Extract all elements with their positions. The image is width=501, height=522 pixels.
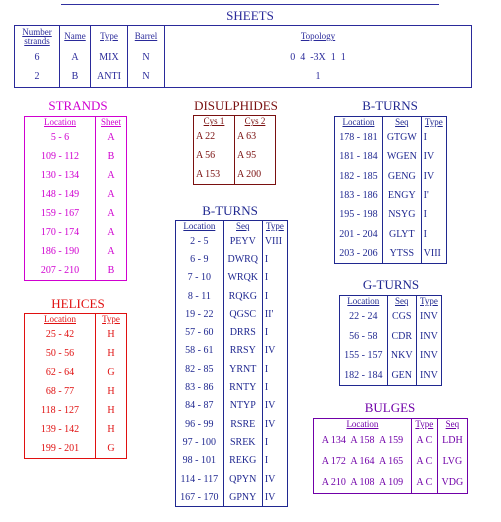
bturns-right-type: I xyxy=(423,228,428,240)
gturns-row xyxy=(340,366,442,386)
disulphides-row xyxy=(194,128,276,147)
helices-row xyxy=(25,326,127,345)
bturns-mid-header-seq: Seq xyxy=(223,221,262,233)
helices-location: 139 - 142 xyxy=(25,421,96,440)
strands-location: 148 - 149 xyxy=(25,186,96,205)
bturns-mid-seq: REKG xyxy=(223,452,262,470)
gturns-location: 182 - 184 xyxy=(340,366,388,386)
helices-location: 25 - 42 xyxy=(25,326,96,345)
bturns-right-location: 183 - 186 xyxy=(335,186,383,205)
disulphides-table xyxy=(193,115,276,185)
bturns-right-row xyxy=(335,225,447,244)
bulges-seq: LDH xyxy=(442,435,463,446)
bturns-right-location: 181 - 184 xyxy=(335,148,383,167)
strands-sheet: A xyxy=(107,246,115,257)
bturns-mid-location: 167 - 170 xyxy=(176,489,224,507)
sheets-cell: A xyxy=(60,48,91,68)
bturns-mid-type: I xyxy=(264,436,269,448)
gturns-row xyxy=(340,308,442,328)
bturns-right-type: IV xyxy=(423,170,435,182)
bturns-mid-location: 82 - 85 xyxy=(176,361,224,379)
bturns-right-seq: YTSS xyxy=(382,244,421,263)
gturns-seq: CGS xyxy=(387,308,416,328)
bturns-right-row xyxy=(335,186,447,205)
bturns-right-table xyxy=(334,116,447,264)
bturns-mid-seq: NTYP xyxy=(223,397,262,415)
bturns-mid-type: IV xyxy=(264,473,276,485)
bturns-mid-seq: RNTY xyxy=(223,379,262,397)
bulges-row xyxy=(314,473,468,494)
bturns-mid-row xyxy=(176,269,288,287)
gturns-seq: GEN xyxy=(387,366,416,386)
strands-row xyxy=(25,186,127,205)
helices-row xyxy=(25,440,127,459)
bulges-type: A C xyxy=(411,431,437,452)
bturns-mid-seq: YRNT xyxy=(223,361,262,379)
bturns-right-seq: GLYT xyxy=(382,225,421,244)
gturns-location: 155 - 157 xyxy=(340,347,388,367)
sheets-cell: 1 xyxy=(315,71,321,83)
helices-header-type: Type xyxy=(102,314,120,325)
bturns-mid-seq: SREK xyxy=(223,434,262,452)
helices-row xyxy=(25,383,127,402)
strands-location: 109 - 112 xyxy=(25,148,96,167)
sheets-cell: MIX xyxy=(91,48,128,68)
bturns-right-row xyxy=(335,129,447,148)
bulges-header-seq: Seq xyxy=(445,419,460,430)
bulges-location: A 210 A 108 A 109 xyxy=(314,473,412,494)
strands-row xyxy=(25,224,127,243)
bturns-mid-row xyxy=(176,489,288,507)
bturns-mid-location: 58 - 61 xyxy=(176,342,224,360)
strands-title: STRANDS xyxy=(48,98,108,113)
sheets-header-type: Type xyxy=(91,26,128,48)
bturns-mid-location: 7 - 10 xyxy=(176,269,224,287)
bturns-right-seq: NSYG xyxy=(382,206,421,225)
disulphides-title: DISULPHIDES xyxy=(194,98,278,113)
bulges-title: BULGES xyxy=(364,400,416,415)
bturns-right-row xyxy=(335,206,447,225)
bturns-right-title: B-TURNS xyxy=(362,98,418,113)
strands-row xyxy=(25,167,127,186)
strands-sheet: A xyxy=(107,170,115,181)
bturns-right-row xyxy=(335,148,447,167)
bulges-row xyxy=(314,452,468,473)
bturns-mid-header-location: Location xyxy=(176,221,224,233)
bturns-right-type: I xyxy=(423,209,428,221)
bturns-right-seq: GTGW xyxy=(382,129,421,148)
strands-location: 207 - 210 xyxy=(25,262,96,281)
strands-location: 159 - 167 xyxy=(25,205,96,224)
bturns-mid-seq: RRSY xyxy=(223,342,262,360)
bturns-mid-seq: RSRE xyxy=(223,415,262,433)
bturns-right-type: IV xyxy=(423,151,435,163)
bturns-mid-type: IV xyxy=(264,345,276,357)
helices-type: H xyxy=(107,386,115,397)
disulphides-cys2: A 95 xyxy=(237,150,257,161)
sheets-header-strands: Number strands xyxy=(15,26,60,48)
gturns-location: 22 - 24 xyxy=(340,308,388,328)
sheets-cell: 2 xyxy=(15,68,60,88)
bturns-right-location: 182 - 185 xyxy=(335,167,383,186)
helices-type: H xyxy=(107,424,115,435)
bturns-mid-row xyxy=(176,233,288,251)
top-rule xyxy=(61,4,439,5)
bturns-mid-row xyxy=(176,470,288,488)
gturns-table xyxy=(339,295,442,386)
bturns-mid-seq: DWRQ xyxy=(223,251,262,269)
bturns-mid-type: I xyxy=(264,382,269,394)
strands-header-sheet: Sheet xyxy=(101,117,121,128)
bturns-right-header-type: Type xyxy=(424,117,443,128)
strands-sheet: B xyxy=(107,151,115,162)
strands-row xyxy=(25,129,127,148)
strands-row xyxy=(25,205,127,224)
sheets-cell: N xyxy=(128,68,165,88)
bturns-mid-location: 57 - 60 xyxy=(176,324,224,342)
bturns-right-type: I xyxy=(423,132,428,144)
bturns-mid-seq: WRQK xyxy=(223,269,262,287)
bturns-right-location: 201 - 204 xyxy=(335,225,383,244)
bturns-mid-location: 2 - 5 xyxy=(176,233,224,251)
gturns-header-location: Location xyxy=(340,296,388,308)
gturns-seq: NKV xyxy=(387,347,416,367)
bturns-mid-type: IV xyxy=(264,400,276,412)
disulphides-cys2: A 63 xyxy=(237,131,257,142)
strands-row xyxy=(25,243,127,262)
bturns-mid-row xyxy=(176,379,288,397)
bturns-mid-location: 114 - 117 xyxy=(176,470,224,488)
strands-location: 130 - 134 xyxy=(25,167,96,186)
bulges-table xyxy=(313,418,468,494)
strands-row xyxy=(25,262,127,281)
bturns-mid-type: I xyxy=(264,327,269,339)
strands-sheet: A xyxy=(107,227,115,238)
bturns-right-type: VIII xyxy=(423,247,441,259)
bulges-type: A C xyxy=(411,473,437,494)
helices-type: H xyxy=(107,348,115,359)
sheets-cell: B xyxy=(60,68,91,88)
bturns-mid-seq: QPYN xyxy=(223,470,262,488)
sheets-cell: 6 xyxy=(15,48,60,68)
strands-row xyxy=(25,148,127,167)
disulphides-cys1: A 56 xyxy=(194,147,235,166)
helices-row xyxy=(25,364,127,383)
helices-row xyxy=(25,421,127,440)
gturns-type: INV xyxy=(420,330,438,342)
disulphides-header-cys1: Cys 1 xyxy=(194,116,235,128)
gturns-header-type: Type xyxy=(420,296,438,307)
bturns-mid-location: 97 - 100 xyxy=(176,434,224,452)
helices-location: 199 - 201 xyxy=(25,440,96,459)
bturns-mid-row xyxy=(176,361,288,379)
bturns-mid-row xyxy=(176,251,288,269)
disulphides-cys1: A 22 xyxy=(194,128,235,147)
disulphides-cys2: A 200 xyxy=(237,168,262,180)
bturns-mid-row xyxy=(176,324,288,342)
bturns-mid-type: I xyxy=(264,272,269,284)
strands-location: 5 - 6 xyxy=(25,129,96,148)
gturns-location: 56 - 58 xyxy=(340,327,388,347)
strands-sheet: B xyxy=(107,264,115,276)
bturns-right-location: 178 - 181 xyxy=(335,129,383,148)
gturns-type: INV xyxy=(420,350,438,362)
bturns-mid-title: B-TURNS xyxy=(202,203,258,218)
helices-location: 68 - 77 xyxy=(25,383,96,402)
bturns-mid-location: 98 - 101 xyxy=(176,452,224,470)
bulges-location: A 172 A 164 A 165 xyxy=(314,452,412,473)
bturns-mid-type: I xyxy=(264,253,269,265)
gturns-row xyxy=(340,347,442,367)
helices-title: HELICES xyxy=(51,296,105,311)
bturns-mid-location: 96 - 99 xyxy=(176,415,224,433)
sheets-header-topology: Topology xyxy=(300,31,336,42)
helices-location: 118 - 127 xyxy=(25,402,96,421)
gturns-row xyxy=(340,327,442,347)
helices-row xyxy=(25,345,127,364)
bturns-mid-location: 83 - 86 xyxy=(176,379,224,397)
sheets-row xyxy=(15,68,472,88)
helices-location: 62 - 64 xyxy=(25,364,96,383)
gturns-seq: CDR xyxy=(387,327,416,347)
strands-sheet: A xyxy=(107,132,115,143)
gturns-header-seq: Seq xyxy=(387,296,416,308)
bturns-mid-row xyxy=(176,342,288,360)
bulges-seq: VDG xyxy=(441,476,464,488)
disulphides-row xyxy=(194,166,276,185)
bturns-mid-row xyxy=(176,306,288,324)
bturns-right-type: I' xyxy=(423,190,429,202)
bturns-mid-type: I xyxy=(264,455,269,467)
bturns-right-location: 195 - 198 xyxy=(335,206,383,225)
bturns-right-seq: GENG xyxy=(382,167,421,186)
bturns-mid-table xyxy=(175,220,288,507)
bturns-mid-type: IV xyxy=(264,491,276,503)
strands-sheet: A xyxy=(107,189,115,200)
bturns-mid-seq: QGSC xyxy=(223,306,262,324)
bturns-mid-row xyxy=(176,287,288,305)
gturns-type: INV xyxy=(420,369,438,381)
bturns-right-header-location: Location xyxy=(335,117,383,129)
bulges-location: A 134 A 158 A 159 xyxy=(314,431,412,452)
strands-location: 186 - 190 xyxy=(25,243,96,262)
bturns-mid-type: IV xyxy=(264,418,276,430)
bturns-mid-row xyxy=(176,452,288,470)
bturns-right-seq: WGEN xyxy=(382,148,421,167)
gturns-type: INV xyxy=(420,311,438,323)
bturns-mid-type: I xyxy=(264,363,269,375)
sheets-cell: ANTI xyxy=(91,68,128,88)
helices-header-location: Location xyxy=(25,314,96,326)
bturns-mid-row xyxy=(176,434,288,452)
bturns-mid-seq: GPNY xyxy=(223,489,262,507)
gturns-title: G-TURNS xyxy=(362,277,420,292)
bturns-mid-type: II' xyxy=(264,308,274,320)
bulges-header-type: Type xyxy=(411,419,437,431)
strands-sheet: A xyxy=(107,208,115,219)
sheets-header-name: Name xyxy=(60,26,91,48)
strands-table xyxy=(24,116,127,281)
disulphides-cys1: A 153 xyxy=(194,166,235,185)
helices-table xyxy=(24,313,127,459)
disulphides-row xyxy=(194,147,276,166)
bturns-mid-location: 84 - 87 xyxy=(176,397,224,415)
sheets-title: SHEETS xyxy=(226,8,274,23)
helices-type: G xyxy=(107,442,115,454)
bturns-mid-type: VIII xyxy=(264,235,283,247)
sheets-cell: N xyxy=(128,48,165,68)
bturns-mid-header-type: Type xyxy=(265,221,284,232)
helices-row xyxy=(25,402,127,421)
bturns-mid-row xyxy=(176,415,288,433)
strands-location: 170 - 174 xyxy=(25,224,96,243)
helices-type: H xyxy=(107,329,115,340)
bturns-mid-location: 19 - 22 xyxy=(176,306,224,324)
helices-type: G xyxy=(107,367,115,378)
bturns-mid-row xyxy=(176,397,288,415)
bulges-header-location: Location xyxy=(314,419,412,431)
strands-header-location: Location xyxy=(25,117,96,129)
sheets-header-barrel: Barrel xyxy=(128,26,165,48)
bturns-mid-location: 8 - 11 xyxy=(176,287,224,305)
bturns-right-header-seq: Seq xyxy=(382,117,421,129)
disulphides-header-cys2: Cys 2 xyxy=(244,116,266,127)
bturns-mid-seq: RQKG xyxy=(223,287,262,305)
bturns-mid-type: I xyxy=(264,290,269,302)
helices-location: 50 - 56 xyxy=(25,345,96,364)
bturns-right-location: 203 - 206 xyxy=(335,244,383,263)
bturns-mid-seq: DRRS xyxy=(223,324,262,342)
bulges-type: A C xyxy=(411,452,437,473)
bulges-seq: LVG xyxy=(442,456,463,467)
bturns-right-row xyxy=(335,167,447,186)
bturns-right-seq: ENGY xyxy=(382,186,421,205)
bturns-mid-seq: PEYV xyxy=(223,233,262,251)
sheets-row xyxy=(15,48,472,68)
sheets-table xyxy=(14,25,472,88)
bulges-row xyxy=(314,431,468,452)
helices-type: H xyxy=(107,405,115,416)
bturns-right-row xyxy=(335,244,447,263)
sheets-cell: 0 4 -3X 1 1 xyxy=(290,51,346,63)
bturns-mid-location: 6 - 9 xyxy=(176,251,224,269)
